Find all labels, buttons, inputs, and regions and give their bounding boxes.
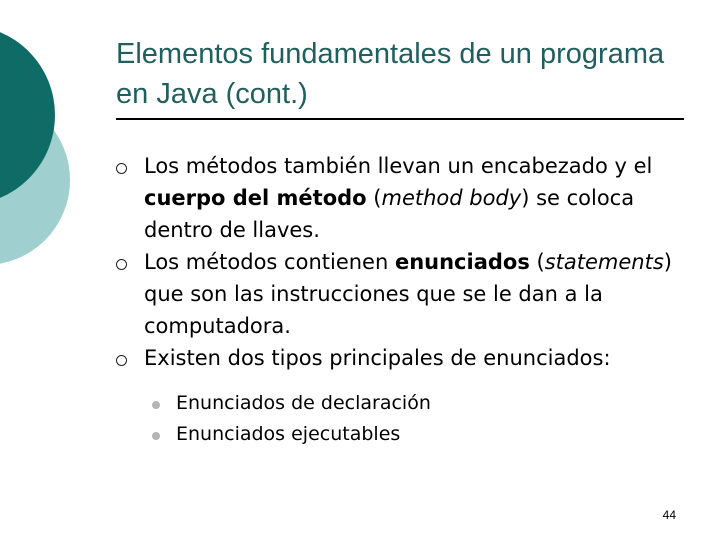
bullet-1-text-c: ) se coloca dentro de llaves. <box>144 186 635 242</box>
sub-bullet-list <box>144 388 700 450</box>
bullet-1-text-b: ( <box>366 186 382 210</box>
circle-bullet-icon <box>116 163 127 174</box>
circle-bullet-icon <box>116 355 127 366</box>
bullet-2-text-a: Los métodos contienen <box>144 250 395 274</box>
bullet-3-text: Existen dos tipos principales de enunciados: <box>144 346 611 370</box>
bullet-item-3 <box>110 342 700 450</box>
sub-bullet-item-1 <box>144 388 700 419</box>
page-number: 44 <box>662 508 676 522</box>
title-underline <box>116 118 684 120</box>
circle-bullet-icon <box>116 259 127 270</box>
bullet-1-italic-term: method body <box>381 186 522 210</box>
bullet-item-2 <box>110 246 700 342</box>
sub-bullet-2-text: Enunciados ejecutables <box>176 423 401 445</box>
dot-bullet-icon <box>152 432 160 440</box>
dot-bullet-icon <box>152 401 160 409</box>
bullet-1-text-a: Los métodos también llevan un encabezado y el <box>144 154 653 178</box>
slide-title: Elementos fundamentales de un programa en Java (cont.) <box>116 38 665 110</box>
bullet-list <box>110 150 700 450</box>
bullet-2-bold-term: enunciados <box>394 250 530 274</box>
bullet-2-italic-term: statements <box>544 250 664 274</box>
sub-bullet-item-2 <box>144 419 700 450</box>
bullet-2-text-b: ( <box>529 250 545 274</box>
bullet-1-bold-term: cuerpo del método <box>144 186 367 210</box>
bullet-item-1 <box>110 150 700 246</box>
sub-bullet-1-text: Enunciados de declaración <box>176 392 431 414</box>
decorative-circles <box>0 0 120 300</box>
bullet-2-text-c: ) que son las instrucciones que se le dan a la computadora. <box>144 250 672 338</box>
